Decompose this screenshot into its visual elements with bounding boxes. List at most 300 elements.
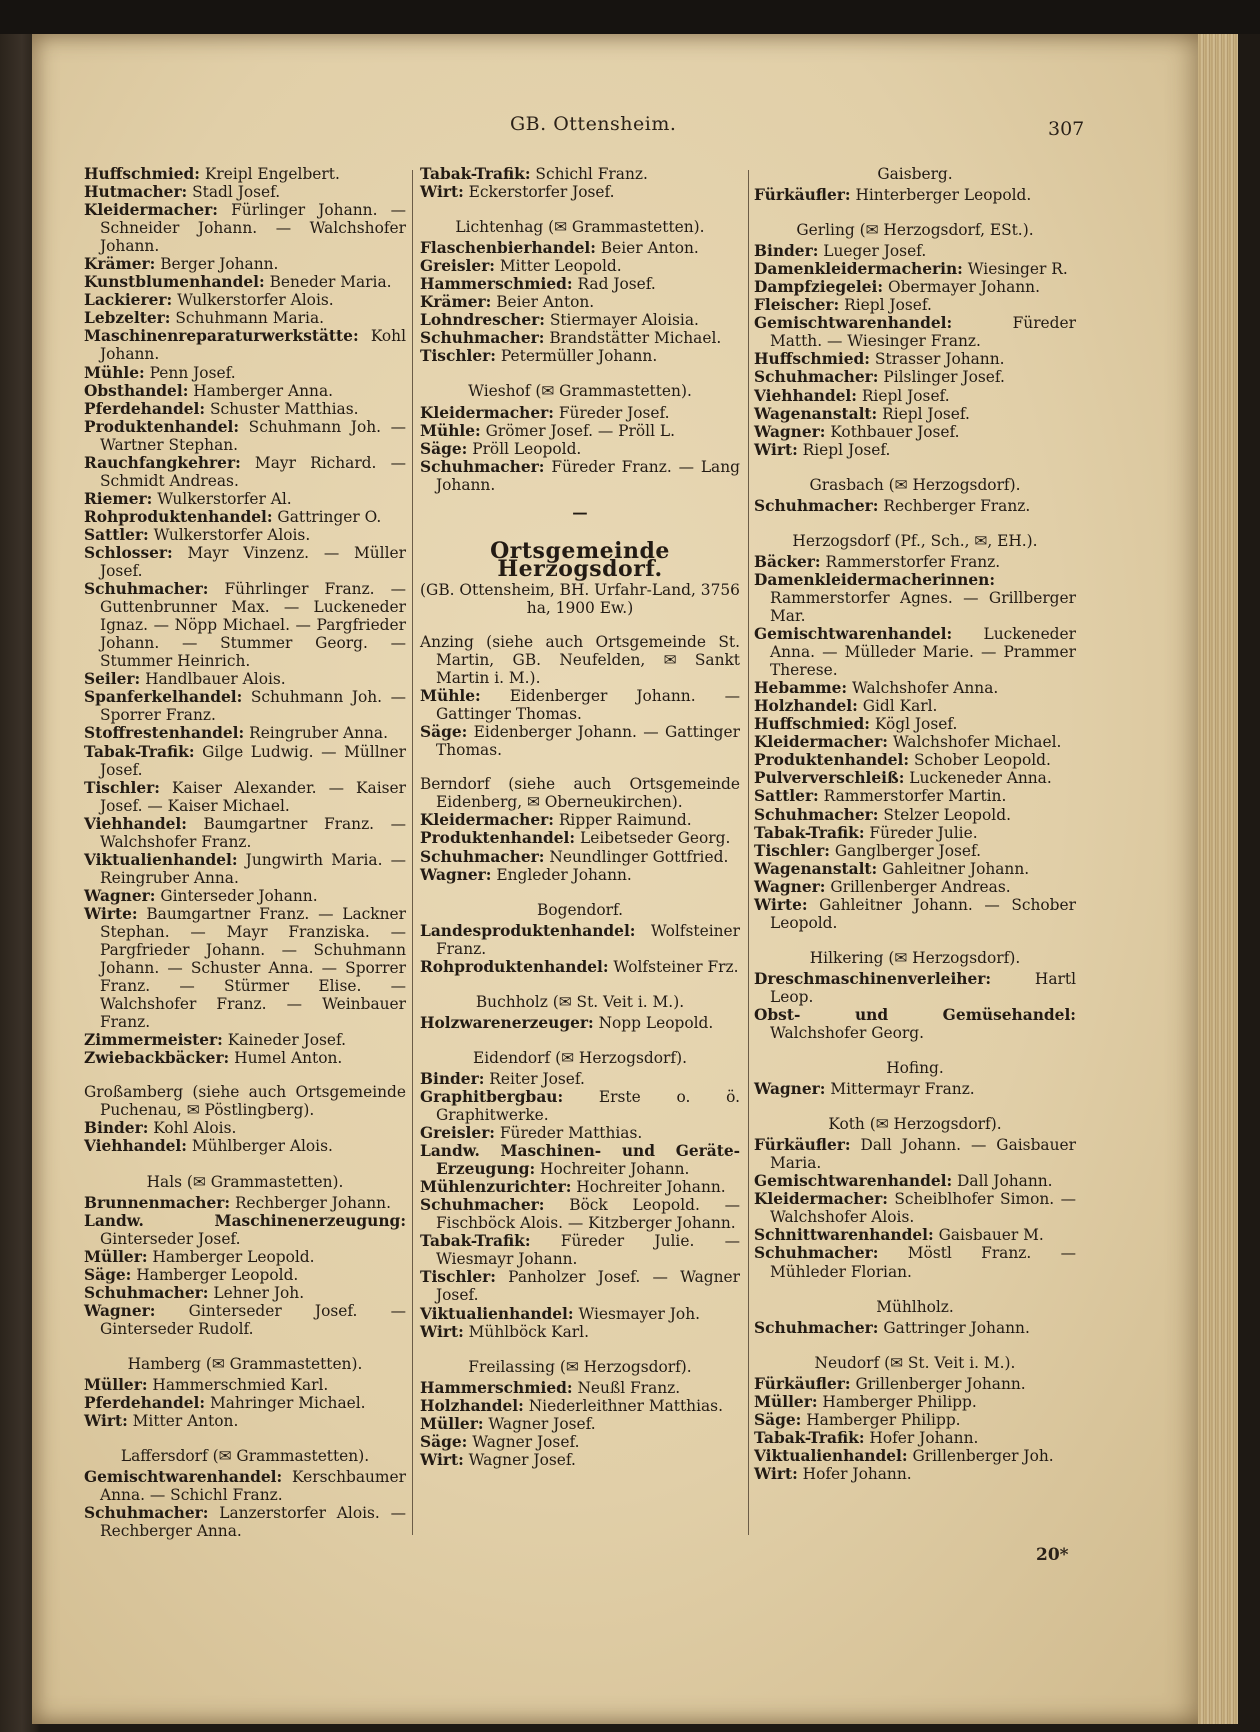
entry-names: Mitter Anton. [127, 1412, 239, 1431]
directory-entry [84, 183, 406, 201]
locality-heading: Hals (✉ Grammastetten). [146, 1172, 344, 1191]
entry-names: Hammerschmied Karl. [147, 1376, 329, 1394]
entry-names: Riepl Josef. [877, 404, 970, 423]
directory-entry [754, 1172, 1076, 1190]
directory-entry [84, 1302, 406, 1338]
directory-entry [420, 1397, 740, 1415]
trade-label: Wagner: [84, 886, 156, 905]
directory-entry [754, 1006, 1076, 1042]
trade-label: Säge: [84, 1265, 132, 1284]
trade-label: Schuhmacher: [754, 805, 879, 824]
directory-entry [754, 824, 1076, 842]
directory-entry [84, 544, 406, 580]
entry-names: Mittermayr Franz. [825, 1080, 975, 1099]
trade-label: Schuhmacher: [84, 1283, 209, 1302]
entry-names: Kaineder Josef. [222, 1031, 347, 1050]
entry-names: Neundlinger Gottfried. [544, 847, 729, 866]
entry-names: Riepl Josef. [797, 440, 891, 459]
directory-entry [420, 1124, 740, 1142]
trade-label: Hammerschmied: [420, 1378, 573, 1397]
entry-names: Handlbauer Alois. [140, 670, 286, 689]
trade-label: Zimmermeister: [84, 1031, 223, 1050]
entry-names: Kögl Josef. [869, 715, 958, 734]
directory-entry [420, 866, 740, 884]
trade-label: Kleidermacher: [754, 1190, 888, 1209]
trade-label: Müller: [84, 1247, 148, 1266]
trade-label: Binder: [754, 242, 819, 261]
section-separator: — [572, 503, 588, 522]
column-2 [420, 165, 740, 1469]
directory-entry [84, 1137, 406, 1155]
entry-names: Hartl Leop. [770, 969, 1076, 1006]
trade-label: Tabak-Trafik: [754, 1428, 865, 1447]
directory-entry [754, 368, 1076, 386]
trade-label: Landesproduktenhandel: [420, 921, 636, 940]
locality-heading: Grasbach (✉ Herzogsdorf). [809, 475, 1021, 494]
entry-names: Stiermayer Aloisia. [544, 311, 699, 330]
trade-label: Schuhmacher: [754, 368, 879, 387]
entry-names: Eidenberger Johann. — Gattinger Thomas. [436, 723, 740, 760]
directory-entry [754, 1244, 1076, 1280]
trade-label: Hebamme: [754, 679, 848, 698]
trade-label: Wirt: [754, 440, 798, 459]
trade-label: Schuhmacher: [754, 1244, 879, 1263]
trade-label: Schuhmacher: [754, 1318, 879, 1337]
entry-names: Gidl Karl. [857, 697, 938, 716]
directory-entry [754, 769, 1076, 787]
trade-label: Huffschmied: [754, 350, 870, 369]
trade-label: Tabak-Trafik: [84, 742, 195, 761]
directory-entry [420, 922, 740, 958]
directory-entry [754, 896, 1076, 932]
trade-label: Schuhmacher: [420, 847, 545, 866]
entry-names: Walchshofer Georg. [770, 1024, 925, 1043]
trade-label: Spanferkelhandel: [84, 688, 243, 707]
entry-names: Neußl Franz. [572, 1378, 681, 1397]
entry-names: Grömer Josef. — Pröll L. [480, 421, 675, 440]
trade-label: Kunstblumenhandel: [84, 273, 265, 292]
directory-entry [420, 1196, 740, 1232]
trade-label: Bäcker: [754, 552, 821, 571]
trade-label: Wirt: [84, 1412, 128, 1431]
trade-label: Pulververschleiß: [754, 769, 905, 788]
trade-label: Kleidermacher: [420, 811, 554, 830]
trade-label: Schuhmacher: [420, 1196, 545, 1215]
entry-names: Ginterseder Johann. [155, 886, 318, 905]
entry-names: Mahringer Michael. [205, 1394, 366, 1413]
directory-entry [420, 458, 740, 494]
entry-names: Wiesmayer Joh. [573, 1304, 700, 1323]
directory-entry [754, 733, 1076, 751]
directory-entry [84, 400, 406, 418]
page-edges [1198, 34, 1238, 1724]
directory-entry [420, 1070, 740, 1088]
column-1 [84, 165, 406, 1540]
trade-label: Stoffrestenhandel: [84, 724, 245, 743]
trade-label: Holzwarenerzeuger: [420, 1013, 594, 1032]
entry-names: Gahleitner Johann. — Schober Leopold. [770, 895, 1076, 932]
entry-names: Luckeneder Anna. — Mülleder Marie. — Prammer Therese. [770, 625, 1076, 680]
entry-names: Pilslinger Josef. [878, 368, 1005, 387]
entry-names: Hamberger Philipp. [817, 1392, 977, 1411]
trade-label: Fürkäufler: [754, 1374, 851, 1393]
entry-names: Schuhmann Maria. [170, 309, 325, 328]
entry-names: Kerschbaumer Anna. — Schichl Franz. [100, 1468, 406, 1505]
directory-entry [420, 239, 740, 257]
trade-label: Obst- und Gemüsehandel: [754, 1005, 1076, 1024]
entry-names: Eidenberger Johann. — Gattinger Thomas. [436, 687, 740, 724]
trade-label: Wirt: [420, 1322, 464, 1341]
directory-entry [84, 1376, 406, 1394]
entry-names: Füreder Josef. [553, 403, 670, 422]
directory-entry [420, 183, 740, 201]
trade-label: Säge: [420, 1432, 468, 1451]
entry-names: Beneder Maria. [264, 273, 392, 292]
trade-label: Flaschenbierhandel: [420, 239, 596, 258]
directory-entry [420, 165, 740, 183]
directory-entry [420, 1268, 740, 1304]
trade-label: Wirte: [84, 904, 138, 923]
trade-label: Produktenhandel: [420, 829, 576, 848]
entry-names: Rammerstorfer Martin. [818, 787, 1007, 806]
trade-label: Wirte: [754, 895, 808, 914]
directory-entry [754, 625, 1076, 679]
entry-names: Schuster Matthias. [205, 399, 359, 418]
directory-entry [84, 327, 406, 363]
entry-names: Pröll Leopold. [467, 439, 582, 458]
entry-names: Schober Leopold. [909, 751, 1051, 770]
entry-names: Strasser Johann. [869, 350, 1005, 369]
trade-label: Riemer: [84, 489, 153, 508]
entry-names: Ginterseder Josef. — Ginterseder Rudolf. [100, 1301, 406, 1338]
entry-names: Dall Johann. — Gaisbauer Maria. [770, 1136, 1076, 1173]
trade-label: Mühle: [84, 363, 145, 382]
trade-label: Wagenanstalt: [754, 404, 878, 423]
trade-label: Viktualienhandel: [84, 850, 238, 869]
entry-names: Kothbauer Josef. [825, 422, 960, 441]
entry-names: Nopp Leopold. [593, 1013, 714, 1032]
trade-label: Schuhmacher: [84, 1504, 209, 1523]
trade-label: Wagner: [754, 422, 826, 441]
trade-label: Fleischer: [754, 296, 840, 315]
entry-names: Walchshofer Anna. [847, 679, 999, 698]
entry-names: Mühlböck Karl. [463, 1322, 589, 1341]
entry-names: Petermüller Johann. [495, 347, 658, 366]
directory-entry [754, 1136, 1076, 1172]
entry-names: Wulkerstorfer Alois. [172, 291, 334, 310]
entry-names: Schuhmann Joh. — Wartner Stephan. [100, 417, 406, 454]
directory-entry [754, 497, 1076, 515]
trade-label: Mühle: [420, 687, 481, 706]
trade-label: Krämer: [420, 293, 492, 312]
trade-label: Schlosser: [84, 543, 173, 562]
directory-entry [420, 1178, 740, 1196]
locality-heading: Bogendorf. [537, 900, 623, 919]
directory-entry [420, 1433, 740, 1451]
entry-names: Kreipl Engelbert. [199, 165, 340, 183]
directory-entry [420, 687, 740, 723]
locality-heading: Berndorf (siehe auch Ortsgemeinde Eidenberg, ✉ Oberneukirchen). [420, 775, 740, 812]
entry-names: Mayr Richard. — Schmidt Andreas. [100, 453, 406, 490]
trade-label: Viehhandel: [84, 814, 187, 833]
trade-label: Pferdehandel: [84, 399, 206, 418]
entry-names: Rechberger Johann. [230, 1193, 391, 1212]
directory-entry [420, 1305, 740, 1323]
directory-entry [84, 382, 406, 400]
entry-names: Fürlinger Johann. — Schneider Johann. — Walchshofer Johann. [100, 201, 406, 256]
entry-names: Hochreiter Johann. [571, 1178, 726, 1197]
locality-heading: Mühlholz. [876, 1297, 954, 1316]
directory-entry [754, 387, 1076, 405]
trade-label: Rohproduktenhandel: [420, 957, 609, 976]
trade-label: Holzhandel: [420, 1396, 524, 1415]
directory-entry [84, 1194, 406, 1212]
entry-names: Böck Leopold. — Fischböck Alois. — Kitzberger Johann. [436, 1196, 740, 1233]
trade-label: Schuhmacher: [420, 457, 545, 476]
entry-names: Möstl Franz. — Mühleder Florian. [770, 1244, 1076, 1281]
entry-names: Scheiblhofer Simon. — Walchshofer Alois. [770, 1190, 1076, 1227]
entry-names: Niederleithner Matthias. [523, 1396, 723, 1415]
entry-names: Reingruber Anna. [244, 724, 388, 743]
directory-entry [84, 743, 406, 779]
directory-entry [754, 842, 1076, 860]
entry-names: Hamberger Anna. [188, 381, 334, 400]
directory-entry [754, 1447, 1076, 1465]
entry-names: Mayr Vinzenz. — Müller Josef. [100, 543, 406, 581]
running-header: GB. Ottensheim. [510, 113, 677, 135]
directory-entry [420, 1323, 740, 1341]
entry-names: Rechberger Franz. [878, 496, 1031, 515]
directory-entry [84, 201, 406, 255]
directory-entry [754, 553, 1076, 571]
entry-names: Baumgartner Franz. — Lackner Stephan. — Mayr Franziska. — Pargfrieder Johann. — Schuhmann Johann. — Schuster Anna. — Sporrer Franz. — Stürmer Elise. — Walchshofer Franz. — Weinbauer Franz. [100, 904, 406, 1032]
entry-names: Füreder Franz. — Lang Johann. [436, 457, 740, 494]
trade-label: Binder: [84, 1119, 149, 1138]
directory-entry [84, 1412, 406, 1430]
entry-names: Wolfsteiner Franz. [436, 921, 740, 958]
trade-label: Müller: [84, 1376, 148, 1394]
entry-names: Kohl Alois. [148, 1119, 237, 1138]
trade-label: Brunnenmacher: [84, 1193, 231, 1212]
trade-label: Zwiebackbäcker: [84, 1049, 230, 1068]
entry-names: Stadl Josef. [187, 183, 281, 202]
entry-names: Hamberger Leopold. [147, 1247, 315, 1266]
entry-names: Wagner Josef. [463, 1450, 576, 1469]
directory-entry [420, 347, 740, 365]
trade-label: Schuhmacher: [420, 329, 545, 348]
locality-heading: Buchholz (✉ St. Veit i. M.). [475, 992, 685, 1011]
directory-entry [420, 293, 740, 311]
directory-entry [84, 580, 406, 670]
trade-label: Müller: [420, 1414, 484, 1433]
trade-label: Rohproduktenhandel: [84, 507, 273, 526]
trade-label: Lebzelter: [84, 309, 171, 328]
entry-names: Erste o. ö. Graphitwerke. [436, 1087, 740, 1125]
trade-label: Greisler: [420, 257, 495, 276]
directory-entry [754, 1226, 1076, 1244]
locality-heading: Laffersdorf (✉ Grammastetten). [120, 1447, 370, 1466]
directory-entry [420, 811, 740, 829]
trade-label: Seiler: [84, 670, 141, 689]
trade-label: Greisler: [420, 1124, 495, 1143]
entry-names: Gahleitner Johann. [877, 859, 1030, 878]
trade-label: Dampfziegelei: [754, 278, 884, 297]
entry-names: Wagner Josef. [483, 1414, 596, 1433]
entry-names: Wulkerstorfer Al. [152, 489, 292, 508]
directory-entry [420, 329, 740, 347]
locality-heading: Großamberg (siehe auch Ortsgemeinde Puchenau, ✉ Pöstlingberg). [84, 1083, 406, 1120]
trade-label: Wirt: [420, 183, 464, 202]
directory-entry [754, 697, 1076, 715]
directory-entry [754, 571, 1076, 625]
trade-label: Rauchfangkehrer: [84, 453, 241, 472]
directory-entry [84, 1031, 406, 1049]
directory-entry [84, 1266, 406, 1284]
trade-label: Schuhmacher: [84, 580, 209, 599]
trade-label: Landw. Maschinenerzeugung: [84, 1211, 406, 1230]
column-3 [754, 165, 1076, 1483]
directory-entry [84, 815, 406, 851]
trade-label: Viktualienhandel: [420, 1304, 574, 1323]
trade-label: Tischler: [84, 778, 160, 797]
directory-entry [84, 508, 406, 526]
directory-entry [84, 670, 406, 688]
entry-names: Penn Josef. [144, 363, 236, 382]
directory-entry [754, 1429, 1076, 1447]
locality-heading: Hilkering (✉ Herzogsdorf). [809, 948, 1021, 967]
entry-names: Wiesinger R. [962, 260, 1068, 279]
locality-heading: Neudorf (✉ St. Veit i. M.). [814, 1353, 1016, 1372]
directory-entry [754, 260, 1076, 278]
trade-label: Damenkleidermacherin: [754, 260, 963, 279]
entry-names: Hochreiter Johann. [535, 1160, 690, 1179]
entry-names: Schichl Franz. [530, 165, 648, 183]
trade-label: Wirt: [420, 1450, 464, 1469]
directory-entry [420, 311, 740, 329]
directory-entry [84, 1248, 406, 1266]
trade-label: Produktenhandel: [754, 751, 910, 770]
entry-names: Füreder Julie. [864, 823, 978, 842]
trade-label: Holzhandel: [754, 697, 858, 716]
trade-label: Gemischtwarenhandel: [84, 1468, 283, 1487]
locality-heading: Herzogsdorf (Pf., Sch., ✉, EH.). [792, 531, 1038, 550]
directory-entry [420, 723, 740, 759]
page-number: 307 [1048, 118, 1085, 140]
trade-label: Dreschmaschinenverleiher: [754, 969, 992, 988]
entry-names: Brandstätter Michael. [544, 329, 722, 348]
trade-label: Huffschmied: [84, 165, 200, 183]
entry-names: Riepl Josef. [856, 386, 950, 405]
trade-label: Fürkäufler: [754, 1136, 851, 1155]
directory-entry [84, 364, 406, 382]
entry-names: Lanzerstorfer Alois. — Rechberger Anna. [100, 1504, 406, 1541]
trade-label: Kleidermacher: [84, 201, 218, 220]
entry-names: Reiter Josef. [484, 1069, 585, 1088]
directory-entry [754, 806, 1076, 824]
trade-label: Sattler: [84, 525, 149, 544]
entry-names: Grillenberger Johann. [850, 1374, 1026, 1393]
directory-entry [84, 255, 406, 273]
directory-entry [420, 1379, 740, 1397]
entry-names: Eckerstorfer Josef. [463, 183, 615, 202]
entry-names: Berger Johann. [155, 255, 279, 274]
directory-entry [754, 860, 1076, 878]
directory-entry [84, 779, 406, 815]
trade-label: Tischler: [754, 841, 830, 860]
entry-names: Mühlberger Alois. [186, 1137, 333, 1156]
trade-label: Sattler: [754, 787, 819, 806]
trade-label: Lohndrescher: [420, 311, 545, 330]
entry-names: Schuhmann Joh. — Sporrer Franz. [100, 688, 406, 725]
trade-label: Binder: [420, 1069, 485, 1088]
directory-entry [420, 1451, 740, 1469]
entry-names: Humel Anton. [229, 1049, 343, 1068]
directory-entry [754, 1393, 1076, 1411]
trade-label: Schnittwarenhandel: [754, 1226, 934, 1245]
trade-label: Tabak-Trafik: [754, 823, 865, 842]
trade-label: Säge: [754, 1410, 802, 1429]
entry-names: Riepl Josef. [839, 296, 932, 315]
entry-names: Kohl Johann. [100, 327, 406, 364]
trade-label: Graphitbergbau: [420, 1087, 564, 1106]
entry-names: Wolfsteiner Frz. [608, 957, 739, 976]
directory-entry [420, 829, 740, 847]
entry-names: Hamberger Philipp. [801, 1410, 961, 1429]
directory-entry [754, 751, 1076, 769]
directory-entry [420, 1088, 740, 1124]
directory-entry [754, 441, 1076, 459]
locality-heading: Freilassing (✉ Herzogsdorf). [468, 1357, 692, 1376]
locality-heading: Anzing (siehe auch Ortsgemeinde St. Martin, GB. Neufelden, ✉ Sankt Martin i. M.). [420, 632, 740, 688]
directory-entry [84, 1504, 406, 1540]
entry-names: Luckeneder Anna. [904, 769, 1052, 788]
trade-label: Gemischtwarenhandel: [754, 625, 953, 644]
entry-names: Beier Anton. [595, 239, 699, 258]
entry-names: Dall Johann. [952, 1172, 1053, 1191]
entry-names: Füreder Julie. — Wiesmayr Johann. [436, 1232, 740, 1269]
trade-label: Gemischtwarenhandel: [754, 314, 953, 333]
trade-label: Kleidermacher: [420, 403, 554, 422]
trade-label: Wagner: [754, 1080, 826, 1099]
signature-mark: 20* [1036, 1545, 1069, 1565]
entry-names: Gattringer Johann. [878, 1318, 1030, 1337]
directory-entry [420, 1415, 740, 1433]
trade-label: Wagner: [84, 1301, 156, 1320]
directory-entry [754, 242, 1076, 260]
entry-names: Wulkerstorfer Alois. [148, 525, 311, 544]
directory-entry [420, 275, 740, 293]
directory-entry [754, 296, 1076, 314]
directory-entry [420, 958, 740, 976]
entry-names: Engleder Johann. [491, 865, 632, 884]
directory-entry [754, 1411, 1076, 1429]
municipality-details: (GB. Ottensheim, BH. Urfahr-Land, 3756 ha, 1900 Ew.) [420, 580, 740, 617]
directory-entry [84, 724, 406, 742]
trade-label: Viehhandel: [754, 386, 857, 405]
directory-entry [84, 1049, 406, 1067]
directory-entry [84, 851, 406, 887]
trade-label: Müller: [754, 1392, 818, 1411]
trade-label: Mühlenzurichter: [420, 1178, 572, 1197]
entry-names: Walchshofer Michael. [887, 733, 1062, 752]
entry-names: Füreder Matth. — Wiesinger Franz. [770, 314, 1076, 351]
entry-names: Rammerstorfer Agnes. — Grillberger Mar. [770, 588, 1076, 625]
directory-entry [84, 291, 406, 309]
entry-names: Rad Josef. [572, 275, 656, 294]
entry-names: Hamberger Leopold. [131, 1265, 299, 1284]
trade-label: Wagenanstalt: [754, 859, 878, 878]
directory-entry [84, 887, 406, 905]
